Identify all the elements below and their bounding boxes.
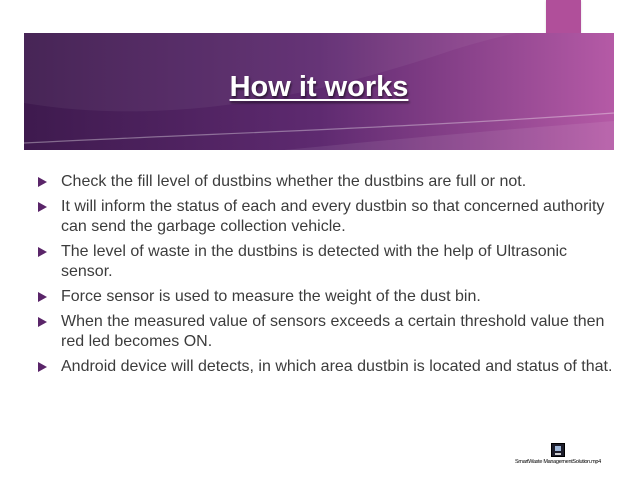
arrow-bullet-icon [38, 292, 47, 302]
bullet-item [38, 242, 618, 282]
arrow-bullet-icon [38, 247, 47, 257]
title-band [24, 33, 614, 150]
bullet-item [38, 287, 618, 307]
bullet-text: Check the fill level of dustbins whether the dustbins are full or not. [61, 173, 527, 190]
bullet-text: When the measured value of sensors exceeds a certain threshold value then red led becomes ON. [61, 313, 605, 350]
slide-title: How it works [229, 71, 409, 103]
bullet-text: The level of waste in the dustbins is detected with the help of Ultrasonic sensor. [61, 243, 568, 280]
arrow-bullet-icon [38, 362, 47, 372]
video-file-icon-screen [555, 446, 561, 451]
bullet-list [38, 172, 618, 382]
bullet-item [38, 172, 618, 192]
arrow-bullet-icon [38, 202, 47, 212]
bullet-item [38, 357, 618, 377]
arrow-bullet-icon [38, 317, 47, 327]
media-caption[interactable]: SmartWaste ManagementSolution.mp4 [515, 459, 601, 465]
bullet-text: Force sensor is used to measure the weight of the dust bin. [61, 288, 481, 305]
bullet-item [38, 312, 618, 352]
bullet-text: It will inform the status of each and every dustbin so that concerned authority can send the garbage collection vehicle. [61, 198, 605, 235]
video-file-icon[interactable] [551, 443, 565, 457]
bullet-item [38, 197, 618, 237]
video-file-icon-base [555, 453, 561, 455]
bullet-text: Android device will detects, in which area dustbin is located and status of that. [61, 358, 613, 375]
arrow-bullet-icon [38, 177, 47, 187]
